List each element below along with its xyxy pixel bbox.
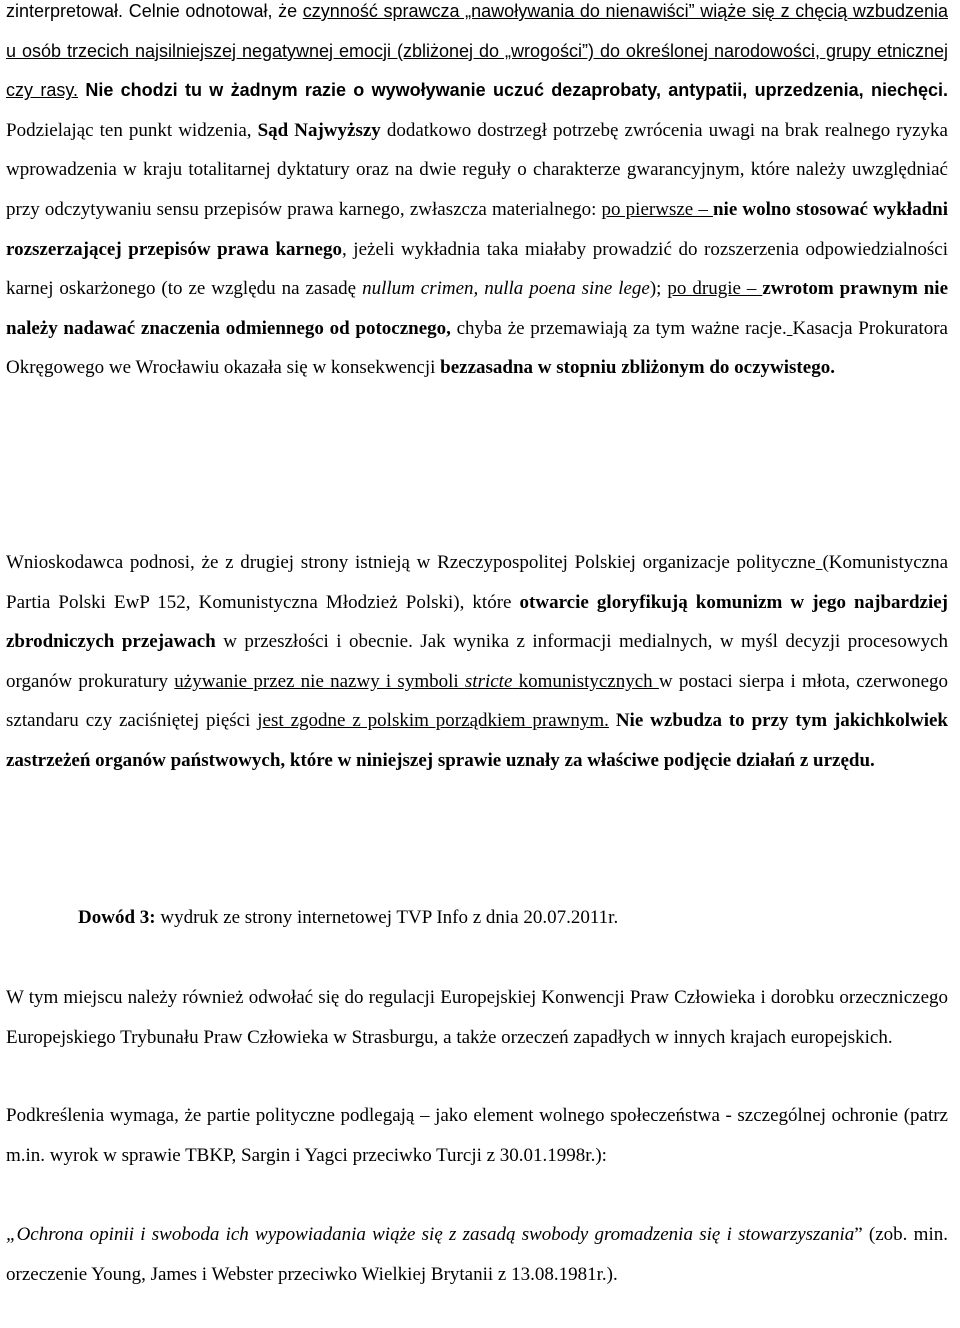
p5-citation: ” (zob. min. orzeczenie Young, James i Webster przeciwko Wielkiej Brytanii z 13.08.1981r.). — [6, 1224, 948, 1285]
evidence-line — [78, 898, 948, 938]
p1-comma: , — [341, 238, 347, 260]
p1-underlined-definition: czynność sprawcza „nawoływania do nienawiści” wiąże się z chęcią wzbudzenia u osób trzecich najsilniejszej negatywnej emocji (zbliżonej do „wrogości”) do określonej narodowości, grupy etnicznej czy rasy. — [6, 1, 948, 101]
p1-conclusion: bezzasadna w stopniu zbliżonym do oczywistego. — [440, 357, 835, 379]
p1-second-rule-label: po drugie – — [667, 278, 763, 300]
p2-text-3: w przeszłości i obecnie. Jak wynika z informacji medialnych, w myśl decyzji procesowych organów prokuratury — [6, 631, 948, 692]
paragraph-4: Podkreślenia wymaga, że partie polityczne podlegają – jako element wolnego społeczeństwa - szczególnej ochronie (patrz m.in. wyrok w sprawie TBKP, Sargin i Yagci przeciwko Turcji z 30.01.1998r.): — [6, 1105, 948, 1166]
p1-court-name: Sąd Najwyższy — [257, 119, 381, 141]
evidence-text: wydruk ze strony internetowej TVP Info z dnia 20.07.2011r. — [155, 907, 619, 928]
evidence-label: Dowód 3: — [78, 907, 156, 928]
p1-text-3: dodatkowo dostrzegł potrzebę zwrócenia uwagi na brak realnego ryzyka wprowadzenia w kraju totalitarnej dyktatury oraz na dwie reguły o charakterze gwarancyjnym, które należy uwzględniać przy odczytywaniu sensu przepisów prawa karnego, zwłaszcza materialnego: — [6, 119, 948, 220]
p1-text-4: jeżeli wykładnia taka miałaby prowadzić do rozszerzenia odpowiedzialności karnej oskarżonego (to ze względu na zasadę — [6, 238, 948, 300]
p2-underlined-use: używanie przez nie nazwy i symboli — [174, 670, 465, 692]
p1-text-7: Kasacja Prokuratora Okręgowego we Wrocławiu okazała się w konsekwencji — [6, 317, 948, 379]
p1-first-rule-label: po pierwsze – — [601, 198, 713, 220]
paragraph-1 — [6, 0, 948, 388]
p1-latin-maxim: nullum crimen, nulla poena sine lege — [362, 278, 650, 300]
p1-first-rule: nie wolno stosować wykładni rozszerzającej przepisów prawa karnego — [6, 198, 948, 260]
paragraph-3: W tym miejscu należy również odwołać się do regulacji Europejskiej Konwencji Praw Człowieka i dorobku orzeczniczego Europejskiego Trybunału Praw Człowieka w Strasburgu, a także orzeczeń zapadłych w innych krajach europejskich. — [6, 987, 948, 1048]
p2-underlined-communist: komunistycznych — [512, 670, 659, 692]
paragraph-2 — [6, 543, 948, 781]
p2-bold-conclusion: Nie wzbudza to przy tym jakichkolwiek zastrzeżeń organów państwowych, które w niniejszej sprawie uznały za właściwe podjęcie działań z urzędu. — [6, 710, 949, 771]
p1-text-1: zinterpretował. Celnie odnotował, że — [6, 1, 303, 21]
p5-quote: „Ochrona opinii i swoboda ich wypowiadania wiąże się z zasadą swobody gromadzenia się i stowarzyszania — [6, 1224, 855, 1245]
p1-second-rule: zwrotom prawnym nie należy nadawać znaczenia odmiennego od potocznego, — [6, 278, 949, 339]
p1-text-2: Podzielając ten punkt widzenia, — [6, 119, 258, 141]
p2-stricte: stricte — [464, 670, 513, 692]
p1-bold-statement: Nie chodzi tu w żadnym razie o wywoływanie uczuć dezaprobaty, antypatii, uprzedzenia, niechęci. — [78, 80, 949, 101]
p2-text-1: Wnioskodawca podnosi, że z drugiej strony istnieją w Rzeczypospolitej Polskiej organizacje polityczne — [6, 552, 816, 573]
p1-text-5: ); — [649, 278, 668, 300]
p2-text-4: w postaci sierpa i młota, czerwonego sztandaru czy zaciśniętej pięści — [6, 670, 949, 732]
p1-text-6: chyba że przemawiają za tym ważne racje. — [450, 317, 787, 339]
paragraph-5 — [6, 1215, 948, 1294]
p2-underlined-legal: jest zgodne z polskim porządkiem prawnym. — [257, 710, 609, 732]
p2-text-2: (Komunistyczna Partia Polski EwP 152, Komunistyczna Młodzież Polski), które — [6, 552, 949, 613]
p2-bold-glorify: otwarcie gloryfikują komunizm w jego najbardziej zbrodniczych przejawach — [6, 591, 948, 653]
